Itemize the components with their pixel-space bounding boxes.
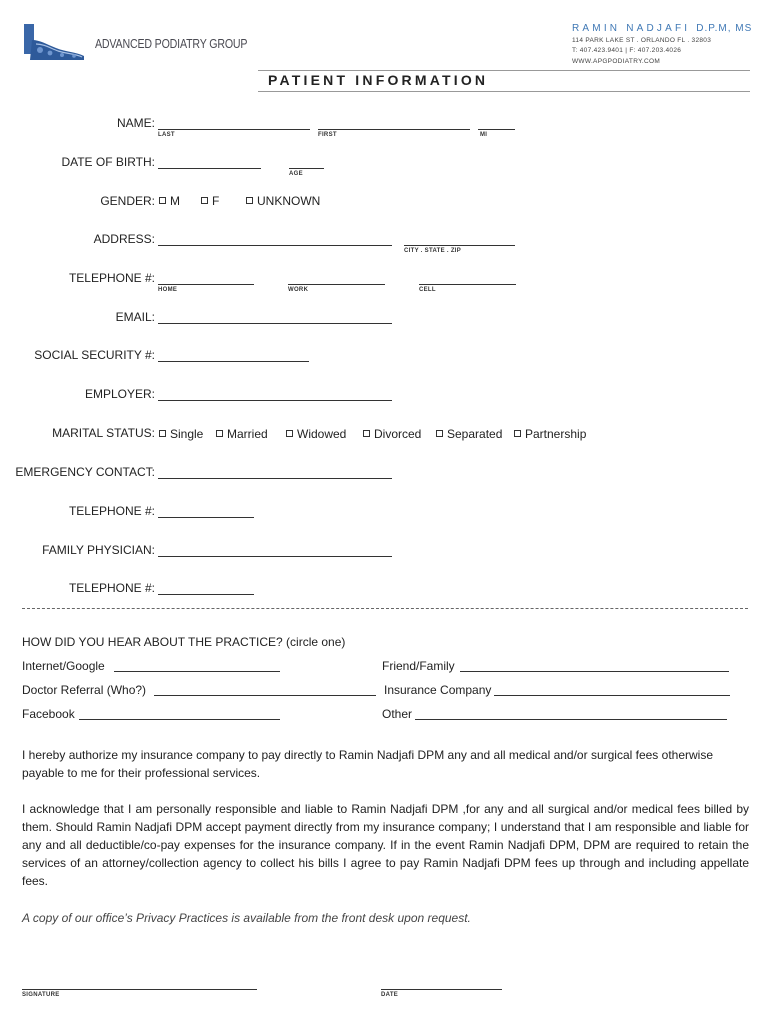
- cell-phone-caption: CELL: [419, 287, 436, 293]
- referral-insurance-field[interactable]: [494, 695, 730, 696]
- header-rule-top: [258, 70, 750, 71]
- checkbox-icon: [286, 430, 293, 437]
- gender-option-f[interactable]: [201, 194, 219, 208]
- referral-question: HOW DID YOU HEAR ABOUT THE PRACTICE? (circle one): [22, 635, 346, 649]
- checkbox-icon: [201, 197, 208, 204]
- physician-telephone-field[interactable]: [158, 594, 254, 595]
- checkbox-icon: [159, 430, 166, 437]
- checkbox-icon: [514, 430, 521, 437]
- signature-field[interactable]: [22, 989, 257, 990]
- first-name-field[interactable]: [318, 129, 470, 130]
- doctor-name-text: RAMIN NADJAFI: [572, 23, 691, 34]
- referral-facebook-field[interactable]: [79, 719, 280, 720]
- home-phone-caption: HOME: [158, 287, 178, 293]
- referral-other-label[interactable]: Other: [382, 707, 413, 721]
- middle-initial-caption: MI: [480, 132, 488, 138]
- ssn-field[interactable]: [158, 361, 309, 362]
- gender-option-label: F: [212, 194, 220, 208]
- marital-option-partnership[interactable]: [514, 427, 586, 441]
- practice-website[interactable]: WWW.APGPODIATRY.COM: [572, 58, 661, 65]
- header-rule-bottom: [258, 91, 750, 92]
- referral-internet-label[interactable]: Internet/Google: [22, 659, 105, 673]
- marital-option-label: Separated: [447, 427, 503, 441]
- gender-label: GENDER:: [100, 194, 155, 208]
- employer-label: EMPLOYER:: [84, 387, 155, 401]
- referral-facebook-label[interactable]: Facebook: [22, 707, 75, 721]
- city-state-zip-caption: CITY . STATE . ZIP: [404, 248, 462, 254]
- checkbox-icon: [363, 430, 370, 437]
- last-name-field[interactable]: [158, 129, 310, 130]
- checkbox-icon: [216, 430, 223, 437]
- gender-option-label: M: [170, 194, 180, 208]
- name-label: NAME:: [116, 116, 155, 130]
- marital-option-label: Single: [170, 427, 204, 441]
- referral-other-field[interactable]: [415, 719, 727, 720]
- checkbox-icon: [246, 197, 253, 204]
- address-label: ADDRESS:: [93, 232, 155, 246]
- cell-phone-field[interactable]: [419, 284, 516, 285]
- marital-option-widowed[interactable]: [286, 427, 346, 441]
- marital-option-separated[interactable]: [436, 427, 502, 441]
- checkbox-icon: [436, 430, 443, 437]
- emergency-contact-label: EMERGENCY CONTACT:: [15, 465, 155, 479]
- emergency-telephone-label: TELEPHONE #:: [68, 504, 155, 518]
- doctor-name: [572, 23, 752, 34]
- marital-option-single[interactable]: [159, 427, 203, 441]
- marital-status-label: MARITAL STATUS:: [52, 426, 155, 440]
- referral-insurance-label[interactable]: Insurance Company: [384, 683, 492, 697]
- middle-initial-field[interactable]: [478, 129, 515, 130]
- marital-option-label: Partnership: [525, 427, 587, 441]
- referral-friend-field[interactable]: [460, 671, 729, 672]
- date-caption: DATE: [381, 992, 399, 998]
- physician-telephone-label: TELEPHONE #:: [68, 581, 155, 595]
- marital-option-label: Widowed: [297, 427, 347, 441]
- referral-friend-label[interactable]: Friend/Family: [382, 659, 455, 673]
- first-name-caption: FIRST: [318, 132, 337, 138]
- practice-name: ADVANCED PODIATRY GROUP: [95, 37, 248, 51]
- emergency-telephone-field[interactable]: [158, 517, 254, 518]
- referral-doctor-label[interactable]: Doctor Referral (Who?): [22, 683, 147, 697]
- email-field[interactable]: [158, 323, 392, 324]
- practice-phone: T: 407.423.9401 | F: 407.203.4026: [572, 47, 682, 54]
- dob-field[interactable]: [158, 168, 261, 169]
- marital-option-married[interactable]: [216, 427, 268, 441]
- last-name-caption: LAST: [158, 132, 175, 138]
- city-state-zip-field[interactable]: [404, 245, 515, 246]
- section-divider: [22, 608, 748, 609]
- privacy-notice: A copy of our office’s Privacy Practices is available from the front desk upon request.: [22, 911, 471, 925]
- referral-internet-field[interactable]: [114, 671, 280, 672]
- referral-doctor-field[interactable]: [154, 695, 376, 696]
- work-phone-caption: WORK: [288, 287, 309, 293]
- family-physician-field[interactable]: [158, 556, 392, 557]
- acknowledgement-paragraph: I acknowledge that I am personally responsible and liable to Ramin Nadjafi DPM ,for any and all surgical and/or medical fees billed by them. Should Ramin Nadjafi DPM accept payment directly from my insurance company; I understand that I am responsible and liable for any and all deductible/co-pay expenses for the insurance company. If in the event Ramin Nadjafi DPM, DPM are required to retain the services of an attorney/collection agency to collect his bills I agree to pay Ramin Nadjafi DPM fees up through and including appellate fees.: [22, 802, 749, 888]
- marital-option-label: Divorced: [374, 427, 422, 441]
- doctor-credentials: D.P.M, MS: [696, 23, 753, 34]
- street-address-field[interactable]: [158, 245, 392, 246]
- gender-option-m[interactable]: [159, 194, 180, 208]
- signature-caption: SIGNATURE: [22, 992, 60, 998]
- foot-xray-logo-icon: [22, 22, 88, 62]
- authorization-paragraph: I hereby authorize my insurance company to pay directly to Ramin Nadjafi DPM any and all medical and/or surgical fees otherwise payable to me for their professional services.: [22, 748, 713, 780]
- dob-label: DATE OF BIRTH:: [61, 155, 155, 169]
- telephone-label: TELEPHONE #:: [68, 271, 155, 285]
- page-title: PATIENT INFORMATION: [268, 72, 489, 88]
- family-physician-label: FAMILY PHYSICIAN:: [42, 543, 155, 557]
- date-field[interactable]: [381, 989, 502, 990]
- checkbox-icon: [159, 197, 166, 204]
- home-phone-field[interactable]: [158, 284, 254, 285]
- gender-option-label: UNKNOWN: [257, 194, 321, 208]
- ssn-label: SOCIAL SECURITY #:: [34, 348, 155, 362]
- employer-field[interactable]: [158, 400, 392, 401]
- gender-option-unknown[interactable]: [246, 194, 320, 208]
- age-caption: AGE: [289, 171, 303, 177]
- email-label: EMAIL:: [115, 310, 155, 324]
- work-phone-field[interactable]: [288, 284, 385, 285]
- emergency-contact-field[interactable]: [158, 478, 392, 479]
- logo: [22, 22, 88, 62]
- age-field[interactable]: [289, 168, 324, 169]
- marital-option-label: Married: [227, 427, 268, 441]
- practice-address: 114 PARK LAKE ST . ORLANDO FL . 32803: [572, 37, 712, 44]
- marital-option-divorced[interactable]: [363, 427, 421, 441]
